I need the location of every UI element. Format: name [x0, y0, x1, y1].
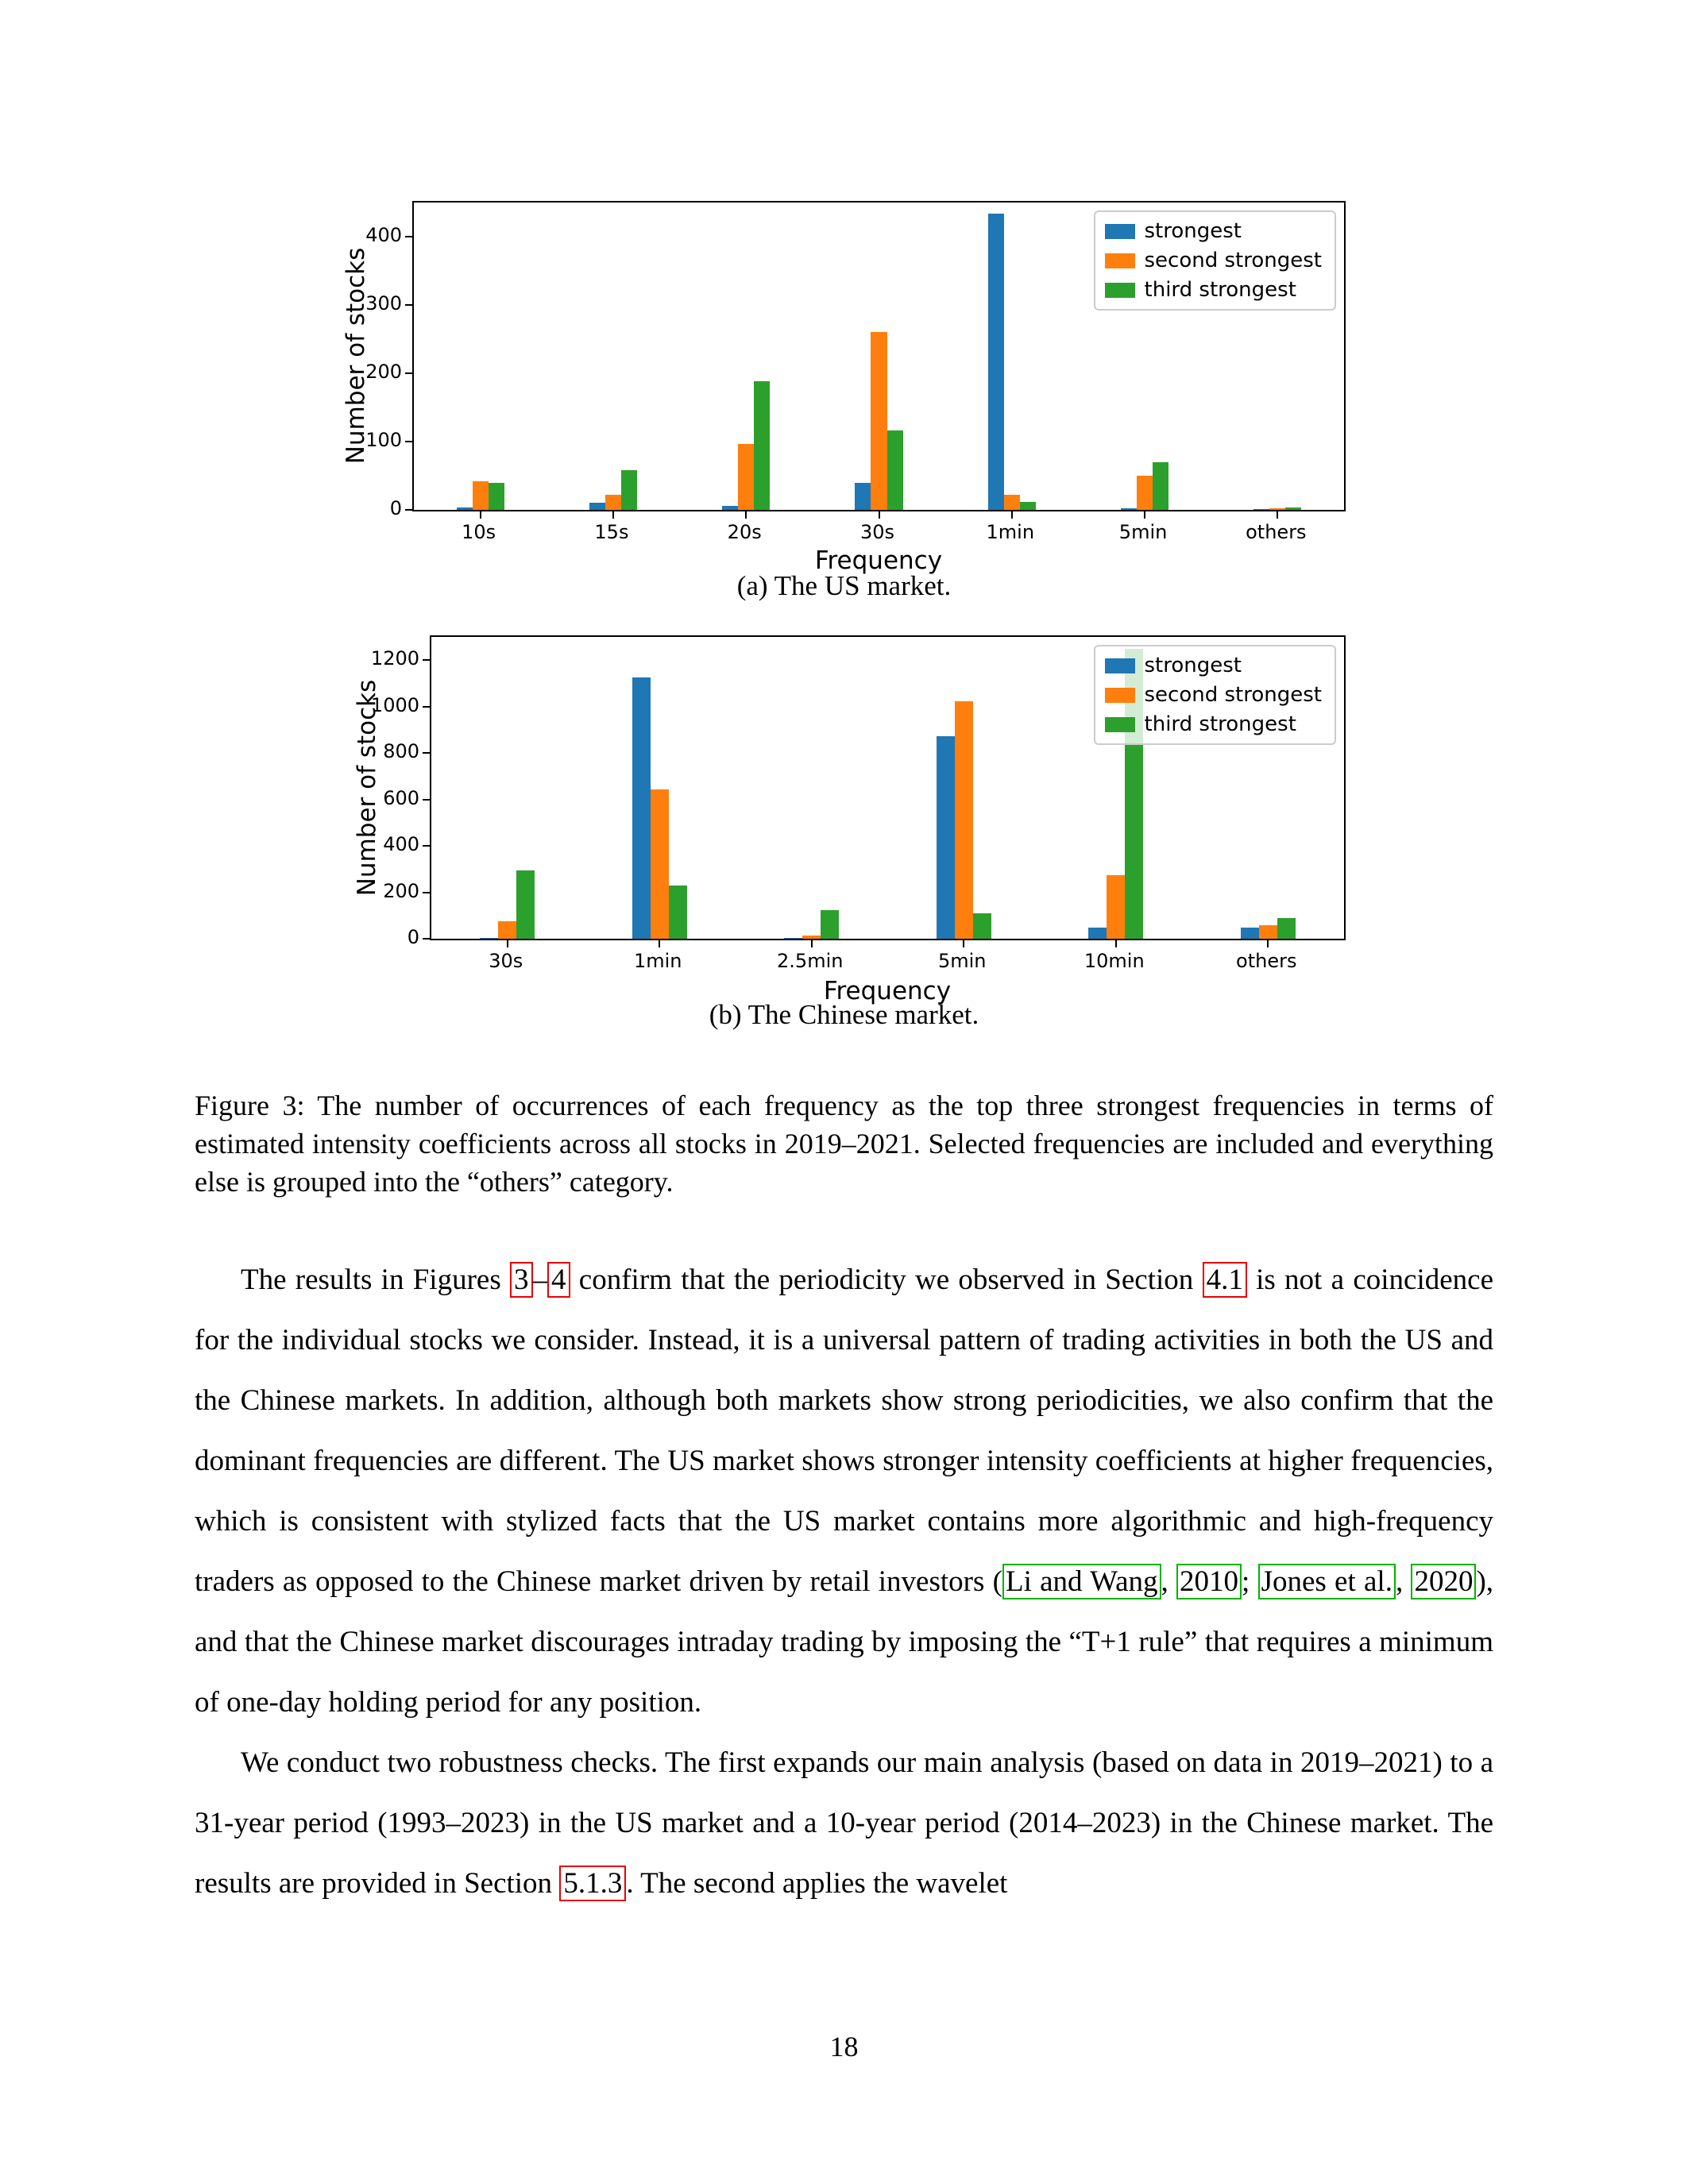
text-run: confirm that the periodicity we observed in Section	[570, 1264, 1203, 1296]
y-tick: 600	[383, 786, 419, 809]
bar-strongest-others	[1241, 928, 1259, 939]
legend-swatch	[1105, 283, 1135, 298]
y-tick-mark	[405, 372, 412, 374]
bar-strongest-20s	[722, 506, 738, 510]
bar-third-strongest-30s	[887, 430, 903, 510]
y-axis-label: Number of stocks	[353, 679, 381, 897]
legend-label: second strongest	[1144, 249, 1322, 272]
bar-third-strongest-5min	[1153, 462, 1168, 510]
x-tick-mark	[1011, 511, 1013, 519]
bar-third-strongest-20s	[754, 381, 770, 510]
y-tick: 200	[365, 361, 402, 383]
y-tick-mark	[405, 236, 412, 237]
bar-second-strongest-2.5min	[802, 936, 821, 939]
bar-second-strongest-5min	[955, 701, 973, 939]
bar-second-strongest-10min	[1107, 875, 1125, 939]
bar-strongest-1min	[632, 677, 651, 939]
bar-third-strongest-1min	[669, 886, 687, 939]
bar-second-strongest-1min	[1004, 495, 1020, 510]
x-tick-mark	[879, 511, 880, 519]
y-tick-labels	[334, 201, 402, 519]
x-tick: others	[1236, 950, 1297, 972]
y-tick-mark	[423, 752, 430, 754]
bar-third-strongest-1min	[1020, 502, 1036, 510]
y-tick: 200	[383, 879, 419, 902]
body-text	[195, 1250, 1493, 1914]
bar-strongest-2.5min	[784, 938, 802, 939]
page-number: 18	[829, 2031, 859, 2062]
x-tick-mark	[1277, 511, 1278, 519]
legend-swatch	[1105, 253, 1135, 268]
x-axis-label: Frequency	[823, 977, 952, 1005]
y-tick-mark	[423, 799, 430, 801]
bar-strongest-5min	[1121, 508, 1137, 510]
bar-third-strongest-2.5min	[821, 910, 839, 939]
internal-ref-link[interactable]: 4.1	[1203, 1262, 1247, 1298]
text-run: We conduct two robustness checks. The first expands our main analysis (based on data in 2019–2021) to a 31-year period (1993–2023) in the US market and a 10-year period (2014–2023) in the Chinese market. The results are provided in Section	[195, 1746, 1493, 1900]
bar-strongest-30s	[855, 483, 871, 510]
bar-second-strongest-others	[1269, 508, 1285, 510]
x-tick-mark	[612, 511, 614, 519]
subcaption-a: (a) The US market.	[736, 570, 952, 601]
x-tick: 15s	[594, 521, 629, 543]
x-tick: 5min	[1118, 521, 1168, 543]
x-tick-mark	[963, 940, 964, 947]
text-run: The results in Figures	[241, 1264, 511, 1296]
legend-label: third strongest	[1144, 712, 1296, 736]
bar-third-strongest-30s	[516, 870, 535, 939]
text-run: ,	[1161, 1565, 1177, 1598]
internal-ref-link[interactable]: 3	[510, 1262, 533, 1298]
x-tick: 2.5min	[777, 950, 844, 972]
x-tick: 1min	[986, 521, 1035, 543]
legend-item	[1105, 654, 1322, 677]
plot-area	[412, 201, 1346, 511]
bar-second-strongest-1min	[651, 789, 669, 939]
internal-ref-link[interactable]: 5.1.3	[559, 1866, 626, 1901]
internal-ref-link[interactable]: 4	[547, 1262, 570, 1298]
citation-link[interactable]: 2010	[1176, 1564, 1242, 1599]
legend-item	[1105, 279, 1322, 301]
chart-us-market	[334, 189, 1382, 575]
y-axis-label: Number of stocks	[342, 247, 370, 465]
x-tick-mark	[659, 940, 660, 947]
x-tick: 30s	[489, 950, 523, 972]
paragraph	[195, 1250, 1493, 1733]
y-tick: 400	[383, 833, 419, 856]
y-tick-mark	[423, 938, 430, 940]
text-run: is not a coincidence for the individual stocks we consider. Instead, it is a universal pattern of trading activities in both the US and the Chinese markets. In addition, although both markets show strong periodicities, we also confirm that the dominant frequencies are different. The US market shows stronger intensity coefficients at higher frequencies, which is consistent with stylized facts that the US market contains more algorithmic and high-frequency traders as opposed to the Chinese market driven by retail investors (	[195, 1264, 1493, 1598]
text-run: –	[532, 1264, 548, 1296]
y-tick: 1200	[370, 647, 419, 670]
bar-strongest-10s	[457, 507, 473, 510]
x-tick-mark	[745, 511, 747, 519]
bar-strongest-others	[1253, 509, 1269, 510]
citation-link[interactable]: 2020	[1411, 1564, 1476, 1599]
y-tick: 800	[383, 740, 419, 763]
x-tick: 10s	[462, 521, 496, 543]
legend	[1094, 210, 1336, 311]
legend-item	[1105, 249, 1322, 272]
text-run: . The second applies the wavelet	[626, 1867, 1008, 1900]
legend-swatch	[1105, 717, 1135, 732]
x-axis-label: Frequency	[814, 546, 943, 575]
citation-link[interactable]: Li and Wang	[1002, 1564, 1161, 1599]
citation-link[interactable]: Jones et al.	[1258, 1564, 1396, 1599]
y-tick-mark	[423, 892, 430, 893]
y-tick: 300	[365, 292, 402, 314]
x-tick-mark	[1115, 940, 1117, 947]
legend-label: second strongest	[1144, 683, 1322, 707]
bar-third-strongest-15s	[621, 470, 637, 510]
y-tick-mark	[423, 845, 430, 847]
x-tick: 5min	[937, 950, 987, 972]
text-run: ;	[1242, 1565, 1258, 1598]
bar-second-strongest-15s	[605, 495, 621, 510]
text-run: ), and that the Chinese market discourages intraday trading by imposing the “T+1 rule” that requires a minimum of one-day holding period for any position.	[195, 1565, 1494, 1719]
bar-strongest-15s	[589, 503, 605, 510]
x-tick: 1min	[633, 950, 682, 972]
bar-second-strongest-10s	[473, 481, 489, 510]
legend-label: strongest	[1144, 654, 1242, 677]
plot-area	[430, 635, 1346, 940]
x-tick: 30s	[859, 521, 895, 543]
y-tick: 1000	[370, 693, 419, 716]
y-tick-mark	[423, 706, 430, 708]
bar-second-strongest-others	[1259, 925, 1277, 939]
legend-item	[1105, 220, 1322, 242]
y-tick-mark	[405, 441, 412, 442]
legend-item	[1105, 713, 1322, 735]
bar-third-strongest-others	[1285, 507, 1301, 510]
bar-second-strongest-30s	[871, 332, 886, 510]
x-tick: 10min	[1083, 950, 1145, 972]
bar-third-strongest-5min	[973, 913, 991, 939]
y-tick: 0	[407, 926, 419, 948]
x-tick-mark	[1267, 940, 1269, 947]
bar-third-strongest-10s	[489, 483, 504, 510]
y-tick-labels	[334, 635, 419, 948]
x-tick-mark	[1144, 511, 1145, 519]
bar-strongest-30s	[480, 938, 498, 939]
legend-swatch	[1105, 658, 1135, 673]
legend-swatch	[1105, 224, 1135, 239]
x-tick-mark	[507, 940, 508, 947]
y-tick-mark	[405, 509, 412, 511]
x-tick-mark	[811, 940, 813, 947]
x-tick-mark	[480, 511, 481, 519]
text-run: ,	[1395, 1565, 1412, 1598]
y-tick: 0	[389, 497, 402, 519]
bar-second-strongest-30s	[498, 921, 516, 939]
y-tick: 400	[365, 224, 402, 246]
legend	[1094, 645, 1336, 745]
bar-strongest-5min	[937, 736, 955, 939]
x-tick-labels	[412, 521, 1346, 548]
legend-label: strongest	[1144, 219, 1242, 243]
y-tick: 100	[365, 429, 402, 451]
bar-second-strongest-20s	[738, 444, 754, 510]
bar-strongest-1min	[988, 214, 1004, 510]
paragraph	[195, 1733, 1493, 1914]
x-tick-labels	[430, 950, 1346, 977]
x-tick: 20s	[727, 521, 762, 543]
legend-label: third strongest	[1144, 278, 1296, 302]
bar-third-strongest-others	[1277, 918, 1296, 939]
x-tick: others	[1246, 521, 1307, 543]
y-tick-mark	[423, 659, 430, 661]
subcaption-b: (b) The Chinese market.	[709, 999, 979, 1030]
figure-caption: Figure 3: The number of occurrences of each frequency as the top three strongest frequencies in terms of estimated intensity coefficients across all stocks in 2019–2021. Selected frequencies are included and everything else is grouped into the “others” category.	[195, 1090, 1493, 1198]
bar-strongest-10min	[1088, 928, 1107, 939]
y-tick-mark	[405, 304, 412, 306]
legend-swatch	[1105, 688, 1135, 703]
chart-chinese-market	[334, 624, 1382, 1005]
bar-second-strongest-5min	[1137, 476, 1153, 510]
legend-item	[1105, 684, 1322, 706]
